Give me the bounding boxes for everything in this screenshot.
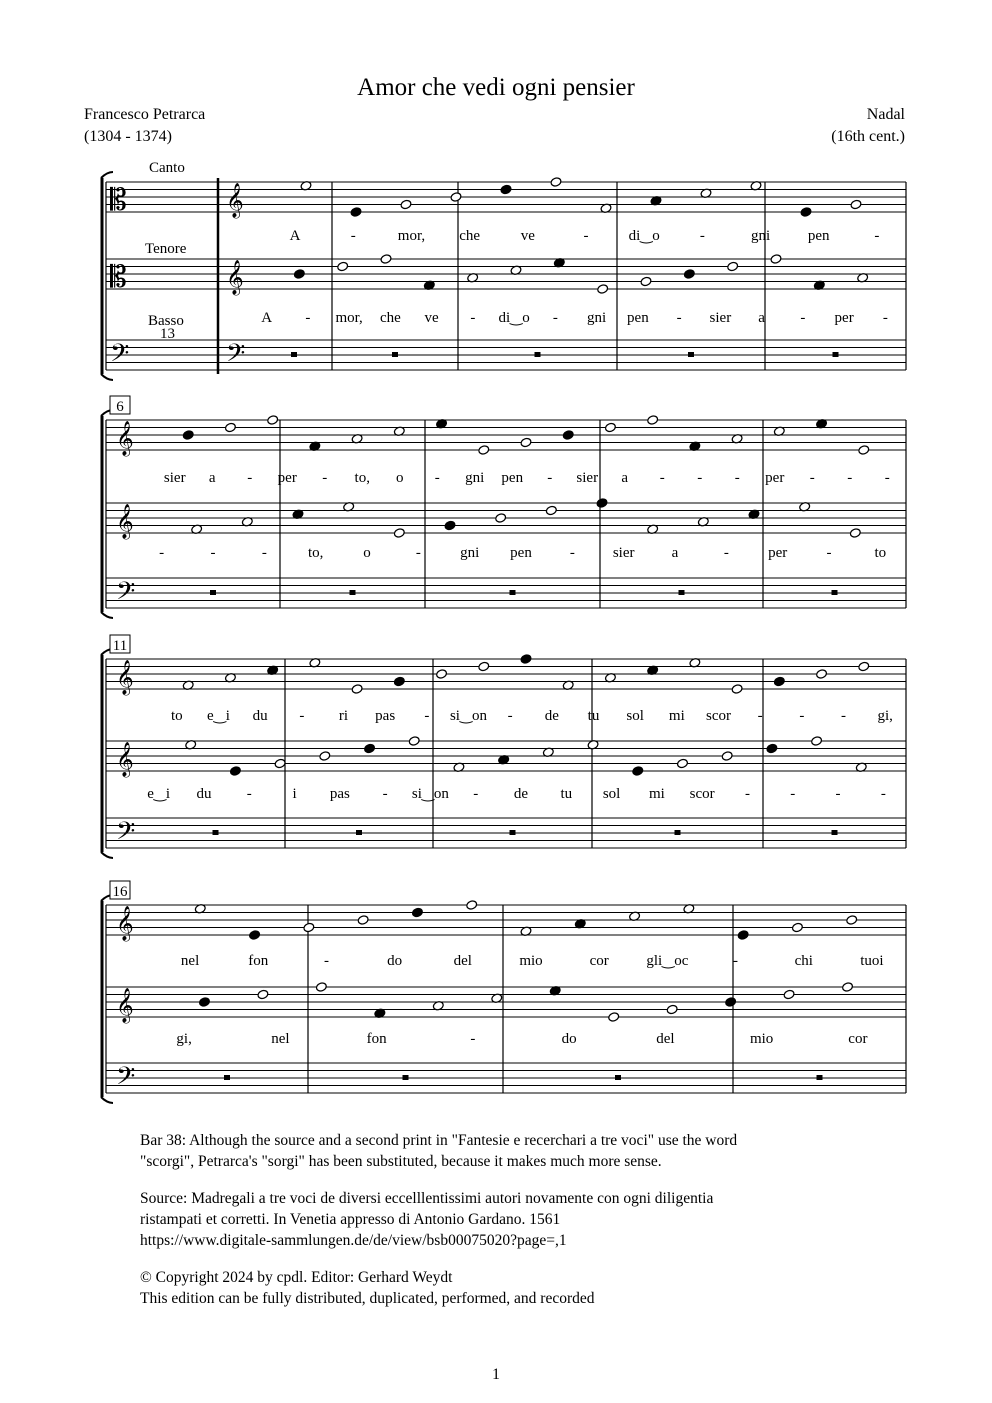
tenore-lyric: che (379, 310, 401, 326)
tenore-lyric: - (569, 545, 575, 561)
bass-rest (833, 352, 839, 357)
canto-lyric: to (170, 708, 183, 724)
page-title: Amor che vedi ogni pensier (357, 74, 635, 101)
canto-lyric: ri (338, 708, 349, 724)
canto-lyric: to, (354, 470, 370, 486)
tenore-lyric: - (210, 545, 216, 561)
canto-lyric: si‿on (449, 708, 488, 724)
tenore-lyric: tu (560, 786, 573, 802)
note (608, 1012, 620, 1023)
bar38-note-line: Bar 38: Although the source and a second print in "Fantesie e recerchari a tre voci" use the word (140, 1132, 738, 1149)
note (783, 989, 795, 1000)
note (257, 989, 269, 1000)
note (393, 528, 405, 539)
canto-lyric: - (733, 953, 739, 969)
note (351, 684, 363, 695)
bass-clef: 𝄢 (226, 339, 246, 374)
tenore-lyric: sol (602, 786, 621, 802)
c-clef-incipit: 𝄡 (110, 260, 127, 295)
canto-lyric: du (252, 708, 268, 724)
note (478, 445, 490, 456)
note (444, 520, 456, 531)
canto-lyric: - (847, 470, 853, 486)
note (725, 997, 737, 1008)
tenore-lyric: ve (424, 310, 439, 326)
note (450, 192, 462, 203)
voice-label-canto: Canto (149, 160, 185, 176)
note (721, 751, 733, 762)
treble-clef: 𝄞 (226, 260, 244, 295)
bass-clef: 𝄢 (116, 1062, 136, 1097)
tenore-lyric: - (882, 310, 888, 326)
tenore-lyric: sier (709, 310, 732, 326)
note (545, 505, 557, 516)
bass-rest (832, 590, 838, 595)
source-line: ristampati et corretti. In Venetia appresso di Antonio Gardano. 1561 (140, 1211, 561, 1228)
canto-lyric: - (884, 470, 890, 486)
editorial-notes (140, 1130, 880, 1325)
note (315, 982, 327, 993)
canto-lyric: gli‿oc (646, 953, 689, 969)
tenore-lyric: per (834, 310, 854, 326)
note (411, 907, 423, 918)
bass-rest (688, 352, 694, 357)
note (478, 661, 490, 672)
bracket-hook (101, 374, 113, 380)
bass-rest (291, 352, 297, 357)
canto-lyric: tu (587, 708, 600, 724)
tenore-lyric: - (470, 1031, 476, 1047)
source-url: https://www.digitale-sammlungen.de/de/view/bsb00075020?page=,1 (140, 1232, 567, 1249)
bass-rest (535, 352, 541, 357)
canto-lyric: - (659, 470, 665, 486)
note (640, 276, 652, 287)
canto-lyric: a (208, 470, 216, 486)
tenore-lyric: sier (612, 545, 635, 561)
note (800, 207, 812, 218)
note (816, 669, 828, 680)
canto-lyric: - (507, 708, 513, 724)
note (380, 254, 392, 265)
canto-lyric: A (289, 228, 301, 244)
c-clef-incipit: 𝄡 (110, 183, 127, 218)
tenore-lyric: i (292, 786, 297, 802)
tenore-lyric: - (246, 786, 252, 802)
bracket-hook (101, 1097, 113, 1103)
note (495, 513, 507, 524)
canto-lyric: pen (807, 228, 830, 244)
note (604, 422, 616, 433)
measure-number: 6 (116, 399, 124, 415)
canto-lyric: fon (248, 953, 269, 969)
tenore-lyric: to (874, 545, 887, 561)
bass-rest (615, 1075, 621, 1080)
canto-lyric: ve (520, 228, 535, 244)
canto-lyric: gni (465, 470, 485, 486)
canto-lyric: scor (706, 708, 731, 724)
tenore-lyric: - (835, 786, 841, 802)
note (303, 922, 315, 933)
canto-lyric: nel (180, 953, 200, 969)
canto-lyric: - (299, 708, 305, 724)
note (849, 528, 861, 539)
canto-lyric: sier (163, 470, 186, 486)
tenore-lyric: - (723, 545, 729, 561)
note (400, 199, 412, 210)
canto-lyric: mi (668, 708, 685, 724)
page-number: 1 (492, 1366, 500, 1383)
tenore-lyric: per (768, 545, 788, 561)
voice-label-basso: Basso (148, 313, 184, 329)
canto-lyric: - (757, 708, 763, 724)
note (632, 766, 644, 777)
note (466, 900, 478, 911)
bass-rest (392, 352, 398, 357)
canto-lyric: - (547, 470, 553, 486)
note (436, 669, 448, 680)
canto-lyric: e‿i (207, 708, 230, 724)
note (274, 758, 286, 769)
tenore-lyric: to, (307, 545, 324, 561)
f-clef-incipit: 𝄢 (110, 339, 130, 374)
measure-number: 16 (112, 884, 128, 900)
tenore-lyric: - (305, 310, 311, 326)
canto-lyric: gi, (877, 708, 893, 724)
composer-dates: (16th cent.) (831, 128, 905, 145)
bass-rest (210, 590, 216, 595)
tenore-lyric: del (656, 1031, 675, 1047)
treble-clef: 𝄞 (226, 183, 244, 218)
canto-lyric: - (697, 470, 703, 486)
bass-rest (679, 590, 685, 595)
canto-lyric: - (583, 228, 589, 244)
canto-lyric: cor (589, 953, 609, 969)
tenore-lyric: - (552, 310, 558, 326)
note (791, 922, 803, 933)
tenore-lyric: - (744, 786, 750, 802)
poet-dates: (1304 - 1374) (84, 128, 172, 145)
note (597, 284, 609, 295)
bass-rest (224, 1075, 230, 1080)
bass-rest (356, 830, 362, 835)
canto-lyric: - (434, 470, 440, 486)
treble-clef: 𝄞 (116, 660, 134, 695)
canto-lyric: pen (501, 470, 524, 486)
tenore-lyric: mio (749, 1031, 774, 1047)
tenore-lyric: - (382, 786, 388, 802)
note (357, 915, 369, 926)
source-line: Source: Madregali a tre voci de diversi eccelllentissimi autori novamente con ogni diligentia (140, 1190, 714, 1207)
tenore-lyric: do (561, 1031, 577, 1047)
note (666, 1004, 678, 1015)
tenore-lyric: o (363, 545, 371, 561)
canto-lyric: do (387, 953, 403, 969)
composer-name: Nadal (866, 106, 905, 123)
copyright-line: © Copyright 2024 by cpdl. Editor: Gerhard Weydt (140, 1269, 453, 1286)
tenore-lyric: mi (648, 786, 665, 802)
note (364, 743, 376, 754)
note (520, 654, 532, 665)
note (229, 766, 241, 777)
tenore-lyric: - (473, 786, 479, 802)
source-note (140, 1188, 880, 1251)
canto-lyric: - (322, 470, 328, 486)
tenore-lyric: a (671, 545, 679, 561)
tenore-lyric: e‿i (147, 786, 171, 802)
bass-rest (213, 830, 219, 835)
tenore-lyric: gni (587, 310, 607, 326)
tenore-lyric: du (196, 786, 212, 802)
tenore-lyric: a (758, 310, 765, 326)
tenore-lyric: - (826, 545, 832, 561)
treble-clef: 𝄞 (116, 504, 134, 539)
poet-name: Francesco Petrarca (84, 106, 206, 123)
note (647, 415, 659, 426)
tenore-lyric: mor, (335, 310, 363, 326)
tenore-lyric: pen (510, 545, 532, 561)
bracket-hook (101, 172, 113, 178)
note (846, 915, 858, 926)
tenore-lyric: - (470, 310, 476, 326)
treble-clef: 𝄞 (116, 906, 134, 941)
treble-clef: 𝄞 (116, 742, 134, 777)
bass-rest (350, 590, 356, 595)
note (408, 736, 420, 747)
tenore-lyric: di‿o (498, 310, 530, 326)
canto-lyric: del (453, 953, 472, 969)
note (683, 269, 695, 280)
note (520, 437, 532, 448)
bass-clef: 𝄢 (116, 817, 136, 852)
bar38-note (140, 1130, 880, 1172)
tenore-lyric: gni (460, 545, 480, 561)
note (858, 445, 870, 456)
tenore-lyric: A (261, 310, 273, 326)
canto-lyric: - (350, 228, 356, 244)
note (550, 177, 562, 188)
bass-rest (510, 830, 516, 835)
treble-clef: 𝄞 (116, 421, 134, 456)
note (770, 254, 782, 265)
note (842, 982, 854, 993)
bass-clef: 𝄢 (116, 577, 136, 612)
tenore-lyric: - (415, 545, 421, 561)
note (293, 269, 305, 280)
tenore-lyric: nel (271, 1031, 290, 1047)
tenore-lyric: - (880, 786, 886, 802)
tenore-lyric: - (261, 545, 267, 561)
canto-lyric: sol (626, 708, 644, 724)
tenore-lyric: - (159, 545, 165, 561)
note (850, 199, 862, 210)
canto-lyric: chi (794, 953, 813, 969)
canto-lyric: - (424, 708, 430, 724)
bass-rest (832, 830, 838, 835)
canto-lyric: gni (750, 228, 771, 244)
note (766, 743, 778, 754)
bracket-hook (101, 852, 113, 858)
bass-rest (675, 830, 681, 835)
canto-lyric: o (396, 470, 404, 486)
canto-lyric: sier (576, 470, 599, 486)
note (858, 661, 870, 672)
canto-lyric: - (799, 708, 805, 724)
canto-lyric: a (621, 470, 629, 486)
canto-lyric: - (734, 470, 740, 486)
canto-lyric: - (247, 470, 253, 486)
note (350, 207, 362, 218)
note (337, 261, 349, 272)
tenore-lyric: gi, (176, 1031, 192, 1047)
note (731, 684, 743, 695)
note (737, 930, 749, 941)
treble-clef: 𝄞 (116, 988, 134, 1023)
note (727, 261, 739, 272)
bracket-hook (101, 612, 113, 618)
tenore-lyric: - (800, 310, 806, 326)
canto-lyric: - (841, 708, 846, 724)
note (182, 430, 194, 441)
note (393, 676, 405, 687)
voice-label-tenore: Tenore (145, 241, 187, 257)
bass-rest (510, 590, 516, 595)
incipit-rest-number: 13 (160, 326, 175, 342)
tenore-lyric: fon (366, 1031, 387, 1047)
tenore-lyric: pas (329, 786, 350, 802)
tenore-lyric: de (513, 786, 529, 802)
canto-lyric: che (459, 228, 481, 244)
canto-lyric: de (544, 708, 559, 724)
bar38-note-line: "scorgi", Petrarca's "sorgi" has been substituted, because it makes much more sense. (140, 1153, 662, 1170)
tenore-lyric: pen (627, 310, 649, 326)
tenore-lyric: scor (689, 786, 715, 802)
measure-number: 11 (112, 638, 128, 654)
tenore-lyric: - (676, 310, 682, 326)
note (319, 751, 331, 762)
tenore-lyric: - (790, 786, 796, 802)
copyright-note (140, 1267, 880, 1309)
note (562, 430, 574, 441)
note (596, 498, 608, 509)
note (811, 736, 823, 747)
license-line: This edition can be fully distributed, duplicated, performed, and recorded (140, 1290, 595, 1307)
tenore-lyric: cor (848, 1031, 868, 1047)
note (267, 415, 279, 426)
canto-lyric: per (277, 470, 297, 486)
canto-lyric: - (874, 228, 880, 244)
bass-rest (403, 1075, 409, 1080)
bass-rest (817, 1075, 823, 1080)
note (500, 184, 512, 195)
canto-lyric: tuoi (860, 953, 884, 969)
canto-lyric: di‿o (628, 228, 660, 244)
note (676, 758, 688, 769)
note (198, 997, 210, 1008)
note (224, 422, 236, 433)
canto-lyric: mio (519, 953, 543, 969)
canto-lyric: - (323, 953, 329, 969)
note (249, 930, 261, 941)
canto-lyric: per (765, 470, 785, 486)
canto-lyric: mor, (397, 228, 426, 244)
canto-lyric: pas (375, 708, 396, 724)
canto-lyric: - (809, 470, 815, 486)
tenore-lyric: si‿on (411, 786, 449, 802)
canto-lyric: - (699, 228, 705, 244)
note (773, 676, 785, 687)
